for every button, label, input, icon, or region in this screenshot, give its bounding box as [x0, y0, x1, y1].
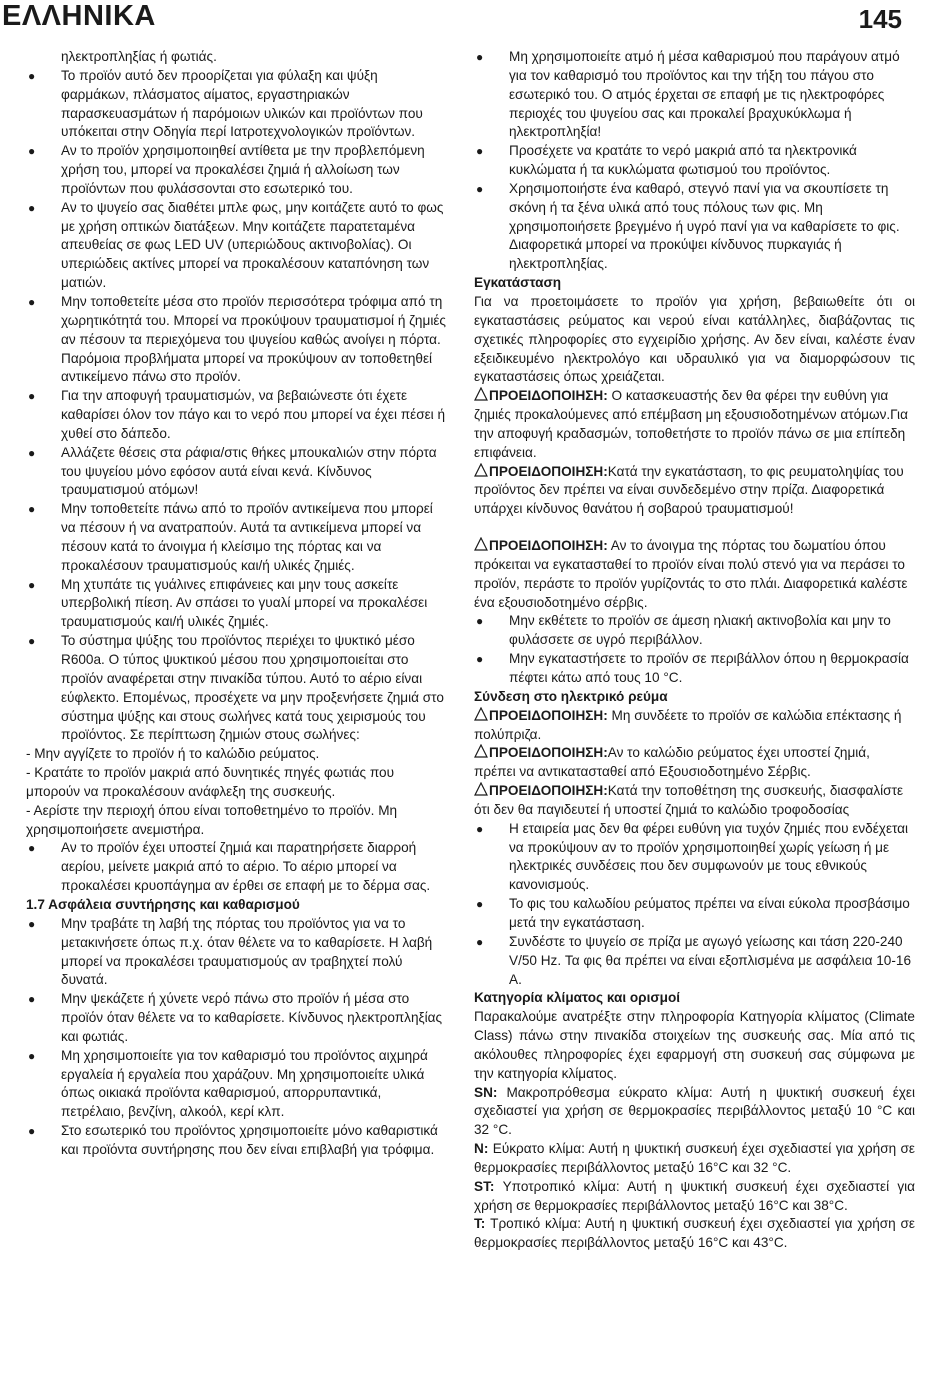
- warning-paragraph: [474, 463, 915, 520]
- warning-label: ΠΡΟΕΙΔΟΠΟΙΗΣΗ:: [489, 463, 608, 479]
- warning-paragraph: [474, 707, 915, 745]
- bullet-icon: ●: [28, 389, 36, 404]
- dash-item: - Κρατάτε το προϊόν μακριά από δυνητικές πηγές φωτιάς που μπορούν να προκαλέσουν ανάφλεξη της συσκευής.: [26, 765, 395, 799]
- list-item-text: Αλλάζετε θέσεις στα ράφια/στις θήκες μπουκαλιών στην πόρτα του ψυγείου μόνο εφόσον αυτά είναι κενά. Κίνδυνος τραυματισμού ατόμων!: [61, 444, 437, 498]
- list-item-text: Στο εσωτερικό του προϊόντος χρησιμοποιείτε μόνο καθαριστικά και προϊόντα συντήρησης που δεν είναι επιβλαβή για τρόφιμα.: [61, 1123, 438, 1157]
- list-item-text: Μην τοποθετείτε μέσα στο προϊόν περισσότερα τρόφιμα από τη χωρητικότητά του. Μπορεί να προκύψουν τραυματισμοί ή ζημιές αν πέσουν τα περιεχόμενα του ψυγείου καθώς ανοίγει η πόρτα. Παρόμοια προβλήματα μπορεί να προκύψουν αν τοποθετηθεί αντικείμενο πάνω στο προϊόν.: [61, 293, 446, 385]
- bullet-icon: ●: [476, 614, 484, 629]
- warning-text: Αν το άνοιγμα της πόρτας του δωματίου όπου πρόκειται να εγκατασταθεί το προϊόν είναι πολύ στενό για να περάσει το προϊόν, περάστε το προϊόν γυρίζοντάς το στο πλάι. Διαφορετικά καλέστε ένα εξουσιοδοτημένο σέρβις.: [474, 538, 908, 610]
- warning-triangle-icon: [474, 463, 488, 477]
- section-title-installation: Εγκατάσταση: [474, 275, 562, 291]
- warning-triangle-icon: [474, 387, 488, 401]
- warning-text: Αν το καλώδιο ρεύματος έχει υποστεί ζημιά, πρέπει να αντικατασταθεί από Εξουσιοδοτημένο Σέρβις.: [474, 745, 870, 780]
- climate-code: N:: [474, 1141, 489, 1157]
- list-item: [26, 990, 446, 1047]
- section-title-maintenance: 1.7 Ασφάλεια συντήρησης και καθαρισμού: [26, 896, 300, 912]
- bullet-icon: ●: [28, 577, 36, 592]
- bullet-icon: ●: [476, 50, 484, 64]
- bullet-icon: ●: [28, 445, 36, 460]
- warning-text: Κατά την εγκατάσταση, το φις ρευματοληψίας του προϊόντος δεν πρέπει να είναι συνδεδεμένο στην πρίζα. Διαφορετικά υπάρχει κίνδυνος θανάτου ή σοβαρού τραυματισμού!: [474, 463, 904, 517]
- list-item-text: Το φις του καλωδίου ρεύματος πρέπει να είναι εύκολα προσβάσιμο μετά την εγκατάσταση.: [509, 896, 910, 930]
- list-item: [26, 1047, 446, 1122]
- climate-class-st: [474, 1178, 915, 1216]
- list-item: [26, 632, 446, 745]
- climate-paragraph: Παρακαλούμε ανατρέξτε στην πληροφορία Κατηγορία κλίματος (Climate Class) πάνω στην πινακίδα στοιχείων της συσκευής σας. Μία από τις ακόλουθες πληροφορίες έχει εφαρμογή στη συσκευή σας σύμφωνα με την κατηγορία κλίματος.: [474, 1009, 915, 1081]
- bullet-icon: ●: [28, 992, 36, 1007]
- warning-paragraph: [474, 537, 915, 612]
- list-item-text: Αν το ψυγείο σας διαθέτει μπλε φως, μην κοιτάζετε αυτό το φως με χρήση οπτικών διατάξεων. Μην κοιτάζετε παρατεταμένα απευθείας σε φως LED UV (υπεριώδους ακτινοβολίας). Οι υπεριώδεις ακτίνες μπορεί να προκαλέσουν καταπόνηση των ματιών.: [61, 199, 444, 291]
- list-item-text: Μη χτυπάτε τις γυάλινες επιφάνειες και μην τους ασκείτε υπερβολική πίεση. Αν σπάσει το γυαλί μπορεί να προκαλέσει τραυματισμούς και/ή υλικές ζημιές.: [61, 576, 428, 630]
- list-item-text: Μη χρησιμοποιείτε ατμό ή μέσα καθαρισμού που παράγουν ατμό για τον καθαρισμό του προϊόντος και την τήξη του πάγου στο εσωτερικό του. Ο ατμός έρχεται σε επαφή με τις ηλεκτροφόρες περιοχές του ψυγείου σας και προκαλεί βραχυκύκλωμα ή ηλεκτροπληξία!: [509, 49, 900, 140]
- list-item: [26, 1122, 446, 1160]
- warning-text: Ο κατασκευαστής δεν θα φέρει την ευθύνη για ζημιές προκαλούμενες από επέμβαση μη εξουσιοδοτημένων ατόμων.Για την αποφυγή κραδασμών, τοποθετήστε το προϊόν πάνω σε μια επίπεδη επιφάνεια.: [474, 388, 908, 460]
- climate-code: ST:: [474, 1178, 495, 1194]
- bullet-icon: ●: [28, 294, 36, 309]
- list-item-text: Η εταιρεία μας δεν θα φέρει ευθύνη για τυχόν ζημιές που ενδέχεται να προκύψουν αν το προϊόν χρησιμοποιηθεί χωρίς γείωση ή με ηλεκτρικές συνδέσεις που δεν συμφωνούν με τους εθνικούς κανονισμούς.: [509, 820, 909, 893]
- bullet-icon: ●: [476, 934, 484, 949]
- list-item-text: Αν το προϊόν έχει υποστεί ζημιά και παρατηρήσετε διαρροή αερίου, μείνετε μακριά από το αέριο. Το αέριο μπορεί να προκαλέσει κρυοπάγημα αν έρθει σε επαφή με το δέρμα σας.: [61, 840, 431, 894]
- list-item-text: Μην εκθέτετε το προϊόν σε άμεση ηλιακή ακτινοβολία και μην το φυλάσσετε σε υγρό περιβάλλον.: [509, 613, 891, 648]
- list-item: [26, 576, 446, 633]
- climate-class-t: [474, 1215, 915, 1253]
- spacer: [474, 519, 915, 537]
- bullet-icon: ●: [28, 68, 36, 83]
- climate-code: SN:: [474, 1084, 498, 1100]
- list-item-text: Μην εγκαταστήσετε το προϊόν σε περιβάλλον όπου η θερμοκρασία πέφτει κάτω από τους 10 °C.: [509, 651, 909, 685]
- bullet-icon: ●: [28, 916, 36, 931]
- bullet-icon: ●: [476, 181, 484, 196]
- list-item: [26, 915, 446, 990]
- warning-label: ΠΡΟΕΙΔΟΠΟΙΗΣΗ:: [489, 388, 608, 404]
- section-title-climate: Κατηγορία κλίματος και ορισμοί: [474, 990, 681, 1006]
- warning-triangle-icon: [474, 744, 488, 758]
- bullet-icon: ●: [476, 821, 484, 836]
- continued-text: ηλεκτροπληξίας ή φωτιάς.: [61, 49, 217, 64]
- bullet-icon: ●: [28, 1124, 36, 1139]
- list-item: [474, 820, 915, 895]
- climate-code: T:: [474, 1216, 486, 1232]
- list-item: [26, 387, 446, 444]
- warning-label: ΠΡΟΕΙΔΟΠΟΙΗΣΗ:: [489, 538, 608, 554]
- warning-paragraph: [474, 782, 915, 820]
- bullet-icon: ●: [476, 652, 484, 667]
- language-header: ΕΛΛΗΝΙΚΑ: [2, 0, 156, 32]
- list-item-text: Το σύστημα ψύξης του προϊόντος περιέχει το ψυκτικό μέσο R600a. Ο τύπος ψυκτικού μέσου που χρησιμοποιείται στο προϊόν αναφέρεται στην πινακίδα τύπου. Αυτό το αέριο είναι εύφλεκτο. Επομένως, προσέχετε να μην προξενήσετε ζημιά στο σύστημα ψύξης και στους σωλήνες κατά τους χειρισμούς του προϊόντος. Σε περίπτωση ζημιών στους σωλήνες:: [61, 633, 444, 743]
- list-item-text: Μην τοποθετείτε πάνω από το προϊόν αντικείμενα που μπορεί να πέσουν ή να ανατραπούν. Αυτά τα αντικείμενα μπορεί να πέσουν κατά το άνοιγμα ή κλείσιμο της πόρτας και να προκαλέσουν τραυματισμούς και/ή υλικές ζημιές.: [61, 501, 433, 573]
- list-item: [474, 142, 915, 180]
- list-item-text: Συνδέστε το ψυγείο σε πρίζα με αγωγό γείωσης και τάση 220-240 V/50 Hz. Τα φις θα πρέπει να είναι εξοπλισμένα με ασφάλεια 10-16 A.: [509, 933, 912, 987]
- installation-paragraph: Για να προετοιμάσετε το προϊόν για χρήση, βεβαιωθείτε ότι οι εγκαταστάσεις ρεύματος και νερού είναι κατάλληλες, διαβάζοντας τις σχετικές πληροφορίες στο εγχειρίδιο χρήσης. Αν δεν είναι, καλέστε έναν εξειδικευμένο ηλεκτρολόγο και υδραυλικό για να διαμορφώσουν τις εγκαταστάσεις όπως χρειάζεται.: [474, 293, 915, 385]
- list-item: [474, 48, 915, 142]
- list-item: [26, 839, 446, 896]
- bullet-icon: ●: [28, 502, 36, 517]
- list-item: [26, 67, 446, 142]
- warning-label: ΠΡΟΕΙΔΟΠΟΙΗΣΗ:: [489, 745, 608, 761]
- warning-text: Μη συνδέετε το προϊόν σε καλώδια επέκτασης ή πολύπριζα.: [474, 707, 902, 742]
- list-item: [474, 612, 915, 650]
- warning-triangle-icon: [474, 782, 488, 796]
- list-item: [474, 895, 915, 933]
- list-item-text: Μην ψεκάζετε ή χύνετε νερό πάνω στο προϊόν ή μέσα στο προϊόν όταν θέλετε να το καθαρίσετε. Κίνδυνος ηλεκτροπληξίας και φωτιάς.: [61, 991, 443, 1044]
- list-item: [474, 933, 915, 990]
- list-item: [474, 180, 915, 274]
- list-item: [26, 199, 446, 293]
- warning-triangle-icon: [474, 707, 488, 721]
- warning-label: ΠΡΟΕΙΔΟΠΟΙΗΣΗ:: [489, 707, 608, 723]
- bullet-icon: ●: [28, 200, 36, 215]
- bullet-icon: ●: [28, 1048, 36, 1063]
- bullet-icon: ●: [28, 634, 36, 649]
- climate-class-n: [474, 1140, 915, 1178]
- section-title-power: Σύνδεση στο ηλεκτρικό ρεύμα: [474, 688, 668, 704]
- warning-paragraph: [474, 387, 915, 462]
- list-item-text: Το προϊόν αυτό δεν προορίζεται για φύλαξη και ψύξη φαρμάκων, πλάσματος αίματος, εργαστηριακών παρασκευασμάτων ή παρόμοιων υλικών και προϊόντων που υπόκειται στην Οδηγία περί Ιατροτεχνολογικών προϊόντων.: [61, 67, 423, 140]
- warning-paragraph: [474, 744, 915, 782]
- warning-text: Κατά την τοποθέτηση της συσκευής, διασφαλίστε ότι δεν θα παγιδευτεί ή υποστεί ζημιά το καλώδιο τροφοδοσίας: [474, 783, 904, 817]
- climate-description: Υποτροπικό κλίμα: Αυτή η ψυκτική συσκευή έχει σχεδιαστεί για χρήση σε θερμοκρασίες περιβάλλοντος μεταξύ 16°C και 38°C.: [474, 1178, 915, 1213]
- list-item-text: Μη χρησιμοποιείτε για τον καθαρισμό του προϊόντος αιχμηρά εργαλεία ή εργαλεία που χαράζουν. Μη χρησιμοποιείτε υλικά όπως οικιακά προϊόντα καθαρισμού, απορρυπαντικά, πετρέλαιο, βενζίνη, αλκοόλ, κερί κλπ.: [61, 1047, 428, 1120]
- dash-item: - Αερίστε την περιοχή όπου είναι τοποθετημένο το προϊόν. Μη χρησιμοποιήσετε ανεμιστήρα.: [26, 802, 398, 837]
- climate-class-sn: [474, 1084, 915, 1141]
- list-item-text: Χρησιμοποιήστε ένα καθαρό, στεγνό πανί για να σκουπίσετε τη σκόνη ή τα ξένα υλικά από τους πόλους των φις. Μη χρησιμοποιήσετε βρεγμένο ή υγρό πανί για να καθαρίσετε το φις. Διαφορετικά μπορεί να προκύψει κίνδυνος πυρκαγιάς ή ηλεκτροπληξίας.: [509, 180, 900, 272]
- climate-description: Τροπικό κλίμα: Αυτή η ψυκτική συσκευή έχει σχεδιαστεί για χρήση σε θερμοκρασίες περιβάλλοντος μεταξύ 16°C και 43°C.: [474, 1216, 915, 1251]
- list-item-text: Μην τραβάτε τη λαβή της πόρτας του προϊόντος για να το μετακινήσετε όπως π.χ. όταν θέλετε να το καθαρίσετε. Η λαβή μπορεί να προκαλέσει τραυματισμούς αν τραβηχτεί πολύ δυνατά.: [61, 915, 433, 988]
- list-item: [26, 444, 446, 501]
- left-column: [26, 48, 446, 1160]
- page-number: 145: [858, 4, 902, 34]
- climate-description: Μακροπρόθεσμα εύκρατο κλίμα: Αυτή η ψυκτική συσκευή έχει σχεδιαστεί για χρήση σε θερμοκρασίες περιβάλλοντος μεταξύ 10 °C και 32 °C.: [474, 1084, 915, 1138]
- list-item: [474, 650, 915, 688]
- list-item-text: Προσέχετε να κρατάτε το νερό μακριά από τα ηλεκτρονικά κυκλώματα ή τα κυκλώματα φωτισμού του προϊόντος.: [509, 143, 857, 178]
- dash-item: - Μην αγγίζετε το προϊόν ή το καλώδιο ρεύματος.: [26, 746, 320, 762]
- bullet-icon: ●: [28, 841, 36, 856]
- right-column: [474, 48, 915, 1253]
- list-item: [26, 293, 446, 387]
- list-item-text: Για την αποφυγή τραυματισμών, να βεβαιώνεστε ότι έχετε καθαρίσει όλον τον πάγο και το νερό που μπορεί να έχει πέσει ή χυθεί στο δάπεδο.: [61, 388, 446, 441]
- bullet-icon: ●: [476, 897, 484, 912]
- bullet-icon: ●: [28, 144, 36, 159]
- list-item-text: Αν το προϊόν χρησιμοποιηθεί αντίθετα με την προβλεπόμενη χρήση του, μπορεί να προκαλέσει ζημιά ή αλλοίωση των προϊόντων που φυλάσσονται στο εσωτερικό του.: [61, 143, 425, 196]
- warning-triangle-icon: [474, 537, 488, 551]
- climate-description: Εύκρατο κλίμα: Αυτή η ψυκτική συσκευή έχει σχεδιαστεί για χρήση σε θερμοκρασίες περιβάλλοντος μεταξύ 16°C και 32 °C.: [474, 1141, 915, 1175]
- bullet-icon: ●: [476, 144, 484, 159]
- list-item: [26, 500, 446, 575]
- warning-label: ΠΡΟΕΙΔΟΠΟΙΗΣΗ:: [489, 783, 608, 799]
- list-item: [26, 142, 446, 199]
